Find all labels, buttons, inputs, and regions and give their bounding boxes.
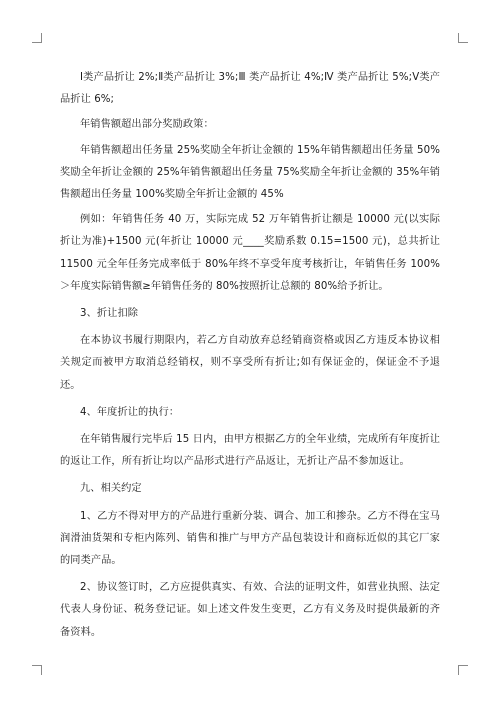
- crop-mark-bottom-right: [458, 665, 468, 675]
- section-4-body: 在年销售履行完毕后 15 日内，由甲方根据乙方的全年业绩，完成所有年度折让的返让工作，所有折让均以产品形式进行产品返让，无折让产品不参加返让。: [60, 434, 440, 468]
- clause-1: 1、乙方不得对甲方的产品进行重新分装、调合、加工和掺杂。乙方不得在宝马润滑油货架和专柜内陈列、销售和推广与甲方产品包装设计和商标近似的其它厂家的同类产品。: [60, 510, 440, 567]
- excess-reward-tiers: 年销售额超出任务量 25%奖励全年折让金额的 15%年销售额超出任务量 50%奖励全年折让金额的 25%年销售额超出任务量 75%奖励全年折让金额的 35%年销售额超出任务量 100%奖励全年折让金额的 45%: [60, 144, 440, 201]
- crop-mark-bottom-left: [32, 665, 42, 675]
- crop-mark-top-right: [458, 33, 468, 43]
- document-body: [60, 67, 440, 644]
- crop-mark-top-left: [32, 33, 42, 43]
- product-discount-rates: I类产品折让 2%;Ⅱ类产品折让 3%;Ⅲ 类产品折让 4%;Ⅳ 类产品折让 5%;Ⅴ类产品折让 6%;: [60, 72, 440, 106]
- excess-reward-policy-heading: 年销售额超出部分奖励政策：: [80, 119, 214, 131]
- section-3-heading: 3、折让扣除: [80, 308, 139, 320]
- section-3-body: 在本协议书履行期限内，若乙方自动放弃总经销商资格或因乙方违反本协议相关规定而被甲方取消总经销权，则不享受所有折让;如有保证金的，保证金不予退还。: [60, 335, 440, 391]
- chapter-9-heading: 九、相关约定: [80, 483, 142, 495]
- clause-2: 2、协议签订时，乙方应提供真实、有效、合法的证明文件，如营业执照、法定代表人身份证、税务登记证。如上述文件发生变更，乙方有义务及时提供最新的齐备资料。: [60, 582, 440, 638]
- section-4-heading: 4、年度折让的执行：: [80, 406, 180, 418]
- example-paragraph: 例如：年销售任务 40 万，实际完成 52 万年销售折让额是 10000 元(以实际折让为准)+1500 元(年折让 10000 元____奖励系数 0.15=1500 元)，总共折让 11500 元全年任务完成率低于 80%年终不享受年度考核折让，年销售任务 100%＞年度实际销售额≥年销售任务的 80%按照折让总额的 80%给予折让。: [60, 214, 440, 292]
